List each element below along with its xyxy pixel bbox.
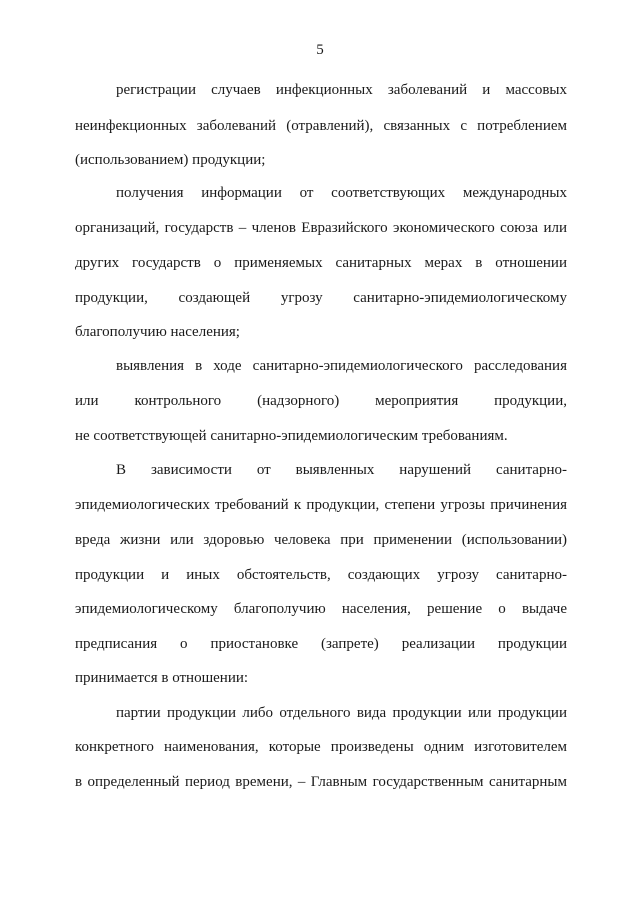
text-line: конкретного наименования, которые произведены одним изготовителем — [75, 739, 567, 755]
text-line: предписания о приостановке (запрете) реализации продукции — [75, 636, 567, 652]
text-line: продукции, создающей угрозу санитарно-эпидемиологическому — [75, 290, 567, 306]
text-line: благополучию населения; — [75, 324, 240, 340]
text-line: организаций, государств – членов Евразийского экономического союза или — [75, 220, 567, 236]
text-line: в определенный период времени, – Главным государственным санитарным — [75, 774, 567, 790]
page-number: 5 — [316, 42, 324, 58]
text-line: регистрации случаев инфекционных заболеваний и массовых — [116, 82, 567, 98]
text-line: не соответствующей санитарно-эпидемиологическим требованиям. — [75, 428, 508, 444]
text-line: вреда жизни или здоровью человека при применении (использовании) — [75, 532, 567, 548]
text-line: принимается в отношении: — [75, 670, 249, 686]
text-line: партии продукции либо отдельного вида продукции или продукции — [116, 705, 567, 721]
text-line: эпидемиологических требований к продукции, степени угрозы причинения — [75, 497, 567, 513]
text-line: (использованием) продукции; — [75, 152, 266, 168]
text-line: других государств о применяемых санитарных мерах в отношении — [75, 255, 567, 271]
text-line: продукции и иных обстоятельств, создающих угрозу санитарно- — [75, 567, 567, 583]
text-line: эпидемиологическому благополучию населения, решение о выдаче — [75, 601, 567, 617]
text-line: получения информации от соответствующих международных — [116, 185, 567, 201]
text-line: неинфекционных заболеваний (отравлений), связанных с потреблением — [75, 118, 567, 134]
text-line: выявления в ходе санитарно-эпидемиологического расследования — [116, 358, 567, 374]
text-line: или контрольного (надзорного) мероприятия продукции, — [75, 393, 567, 409]
text-line: В зависимости от выявленных нарушений санитарно- — [116, 462, 567, 478]
